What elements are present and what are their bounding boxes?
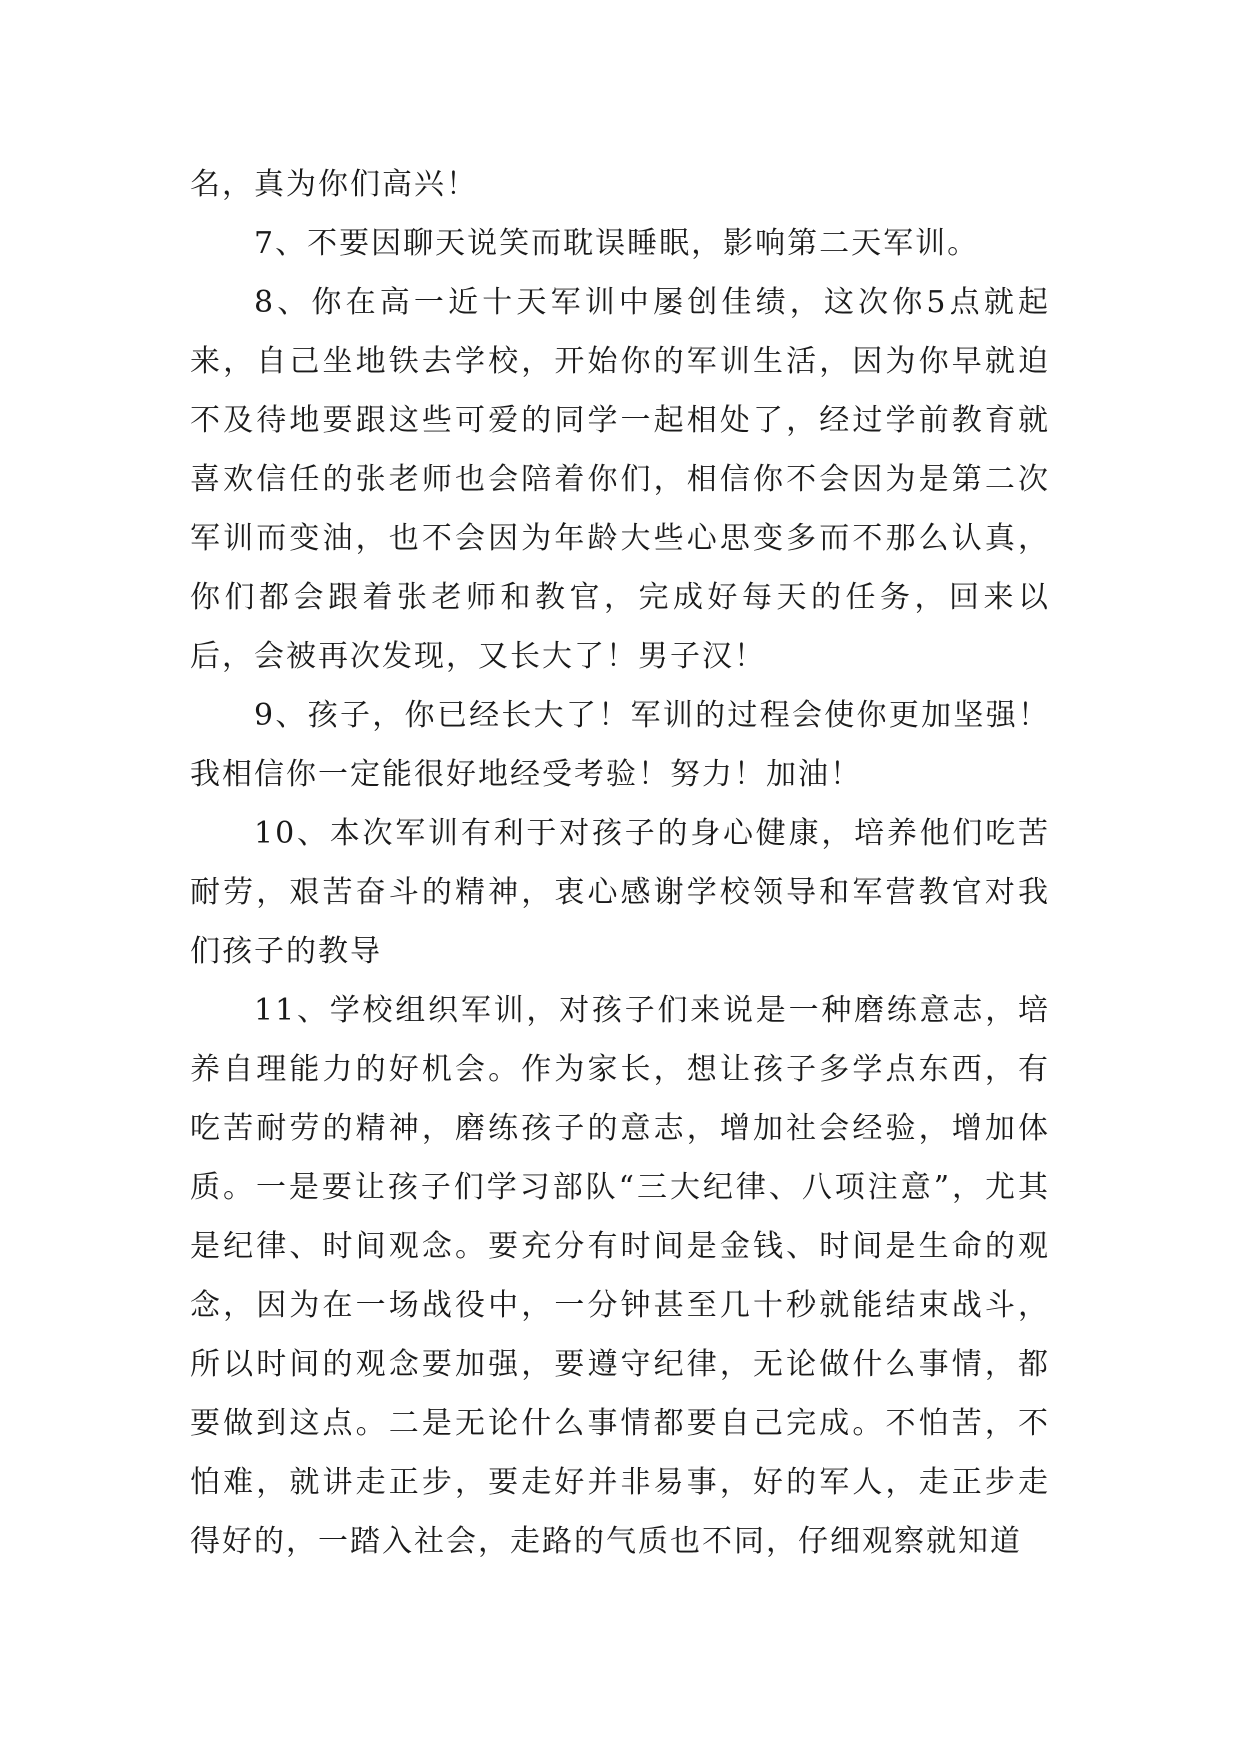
paragraph-item-11: 11、学校组织军训，对孩子们来说是一种磨练意志，培养自理能力的好机会。作为家长，想让孩子多学点东西，有吃苦耐劳的精神，磨练孩子的意志，增加社会经验，增加体质。一是要让孩子们学习部队“三大纪律、八项注意”，尤其是纪律、时间观念。要充分有时间是金钱、时间是生命的观念，因为在一场战役中，一分钟甚至几十秒就能结束战斗，所以时间的观念要加强，要遵守纪律，无论做什么事情，都要做到这点。二是无论什么事情都要自己完成。不怕苦，不怕难，就讲走正步，要走好并非易事，好的军人，走正步走得好的，一踏入社会，走路的气质也不同，仔细观察就知道: [190, 993, 1050, 1559]
paragraph-item-8: 8、你在高一近十天军训中屡创佳绩，这次你5点就起来，自己坐地铁去学校，开始你的军训生活，因为你早就迫不及待地要跟这些可爱的同学一起相处了，经过学前教育就喜欢信任的张老师也会陪着你们，相信你不会因为是第二次军训而变油，也不会因为年龄大些心思变多而不那么认真，你们都会跟着张老师和教官，完成好每天的任务，回来以后，会被再次发现，又长大了！男子汉！: [190, 285, 1050, 674]
paragraph-item-7: 7、不要因聊天说笑而耽误睡眠，影响第二天军训。: [254, 226, 980, 261]
document-body: [190, 155, 1050, 1571]
paragraph-item-9: 9、孩子，你已经长大了！军训的过程会使你更加坚强！我相信你一定能很好地经受考验！努力！加油！: [190, 698, 1050, 792]
paragraph-continuation: 名，真为你们高兴！: [190, 167, 478, 202]
paragraph-item-10: 10、本次军训有利于对孩子的身心健康，培养他们吃苦耐劳，艰苦奋斗的精神，衷心感谢学校领导和军营教官对我们孩子的教导: [190, 816, 1050, 969]
